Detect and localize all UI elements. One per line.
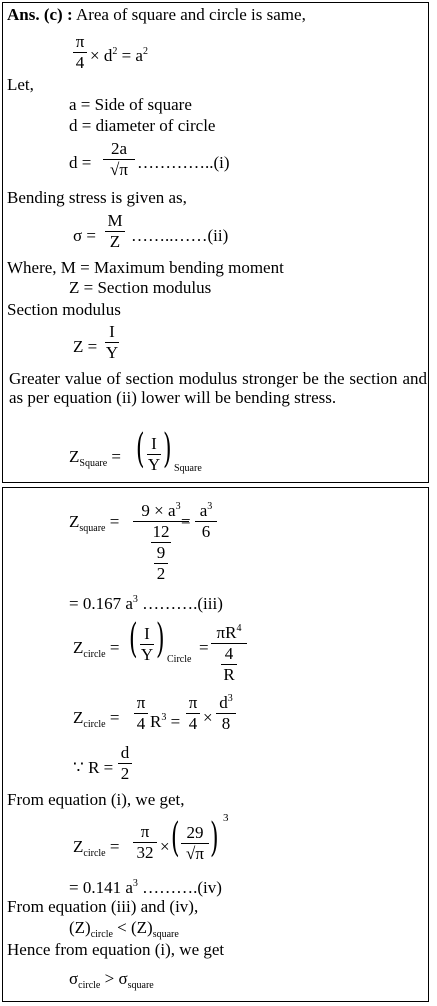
sigma-tag: ……..……(ii) xyxy=(131,226,229,245)
zc2-fraction-1: π 4 xyxy=(134,694,148,733)
zc1-lhs: $Z_{circle}$ = xyxy=(73,638,120,660)
zsq-fraction: I Y xyxy=(147,434,161,474)
zc1-right-paren: ) xyxy=(156,616,165,662)
zsq-outer-sub: Square xyxy=(174,463,202,474)
because-fraction: d 2 xyxy=(118,744,132,783)
z-comparison: $(Z)_{circle} < (Z)_{square}$ xyxy=(69,918,179,940)
zc2-r-cubed: $R^3$ = xyxy=(150,712,181,731)
zc3-times: × xyxy=(160,837,170,856)
solution-box-2 xyxy=(2,487,429,1002)
result-141: = 0.141 $a^3$ ……….(iv) xyxy=(69,878,222,897)
sigma-fraction: M Z xyxy=(105,212,125,251)
zc3-right-paren: ) xyxy=(210,815,219,861)
zc3-fraction-2: 29 √π xyxy=(181,824,209,863)
bending-intro: Bending stress is given as, xyxy=(7,188,187,207)
sigma-lhs: σ = xyxy=(73,226,97,245)
zsq-lhs: $Z_{Square}$ = xyxy=(69,447,122,469)
zc2-fraction-3: $d^3$ 8 xyxy=(216,690,236,733)
zc1-fraction: I Y xyxy=(140,624,154,664)
eq1-fraction: π 4 xyxy=(73,33,87,72)
z1-lhs: $Z_{square}$ = xyxy=(69,512,120,534)
z-lhs: Z = xyxy=(73,337,98,356)
zc3-fraction-1: π 32 xyxy=(133,823,157,862)
eq-d-fraction: 2a √π xyxy=(103,140,135,179)
zc1-eq2: = xyxy=(199,638,209,657)
zc2-times: × xyxy=(203,708,213,727)
zc1-compound-fraction: $\pi R^4$ 4 R xyxy=(211,620,247,684)
result-167: = 0.167 $a^3$ ……….(iii) xyxy=(69,594,223,613)
eq1-rest: × $d^2 = a^2$ xyxy=(90,46,148,65)
let-label: Let, xyxy=(7,75,34,94)
z1-eq2: = xyxy=(181,512,191,531)
zc3-left-paren: ( xyxy=(171,815,180,861)
z1-compound-fraction: $9 \times a^3$ 12 9 2 xyxy=(133,498,189,583)
greater-paragraph: Greater value of section modulus stronger be the section and as per equation (ii) lower will be bending stress. xyxy=(9,369,427,407)
where-m: Where, M = Maximum bending moment xyxy=(7,258,284,277)
solution-box-1 xyxy=(2,2,429,483)
where-z: Z = Section modulus xyxy=(69,278,212,297)
zc1-left-paren: ( xyxy=(129,616,138,662)
section-modulus-label: Section modulus xyxy=(7,300,121,319)
z-fraction: I Y xyxy=(105,322,119,362)
answer-line xyxy=(7,5,306,25)
zc2-fraction-2: π 4 xyxy=(186,694,200,733)
definition-d: d = diameter of circle xyxy=(69,116,216,135)
from-eq-iii-iv: From equation (iii) and (iv), xyxy=(7,897,199,916)
definition-a: a = Side of square xyxy=(69,95,192,114)
zc1-outer-sub: Circle xyxy=(167,654,192,665)
eq-d-tag: …………..(i) xyxy=(137,153,230,172)
from-eq-i: From equation (i), we get, xyxy=(7,790,185,809)
answer-label: Ans. (c) : xyxy=(7,5,73,24)
answer-text: Area of square and circle is same, xyxy=(75,5,306,24)
zc3-cube: 3 xyxy=(223,812,229,824)
zc2-lhs: $Z_{circle}$ = xyxy=(73,708,120,730)
sigma-comparison: $\sigma_{circle} > \sigma_{square}$ xyxy=(69,969,154,991)
because-line: ∵ R = xyxy=(73,758,114,777)
zsq-right-paren: ) xyxy=(163,426,172,472)
z1-result-fraction: $a^3$ 6 xyxy=(195,498,217,541)
zc3-lhs: $Z_{circle}$ = xyxy=(73,837,120,859)
zsq-left-paren: ( xyxy=(136,426,145,472)
hence-line: Hence from equation (i), we get xyxy=(7,940,225,959)
eq-d-lhs: d = xyxy=(69,153,92,172)
